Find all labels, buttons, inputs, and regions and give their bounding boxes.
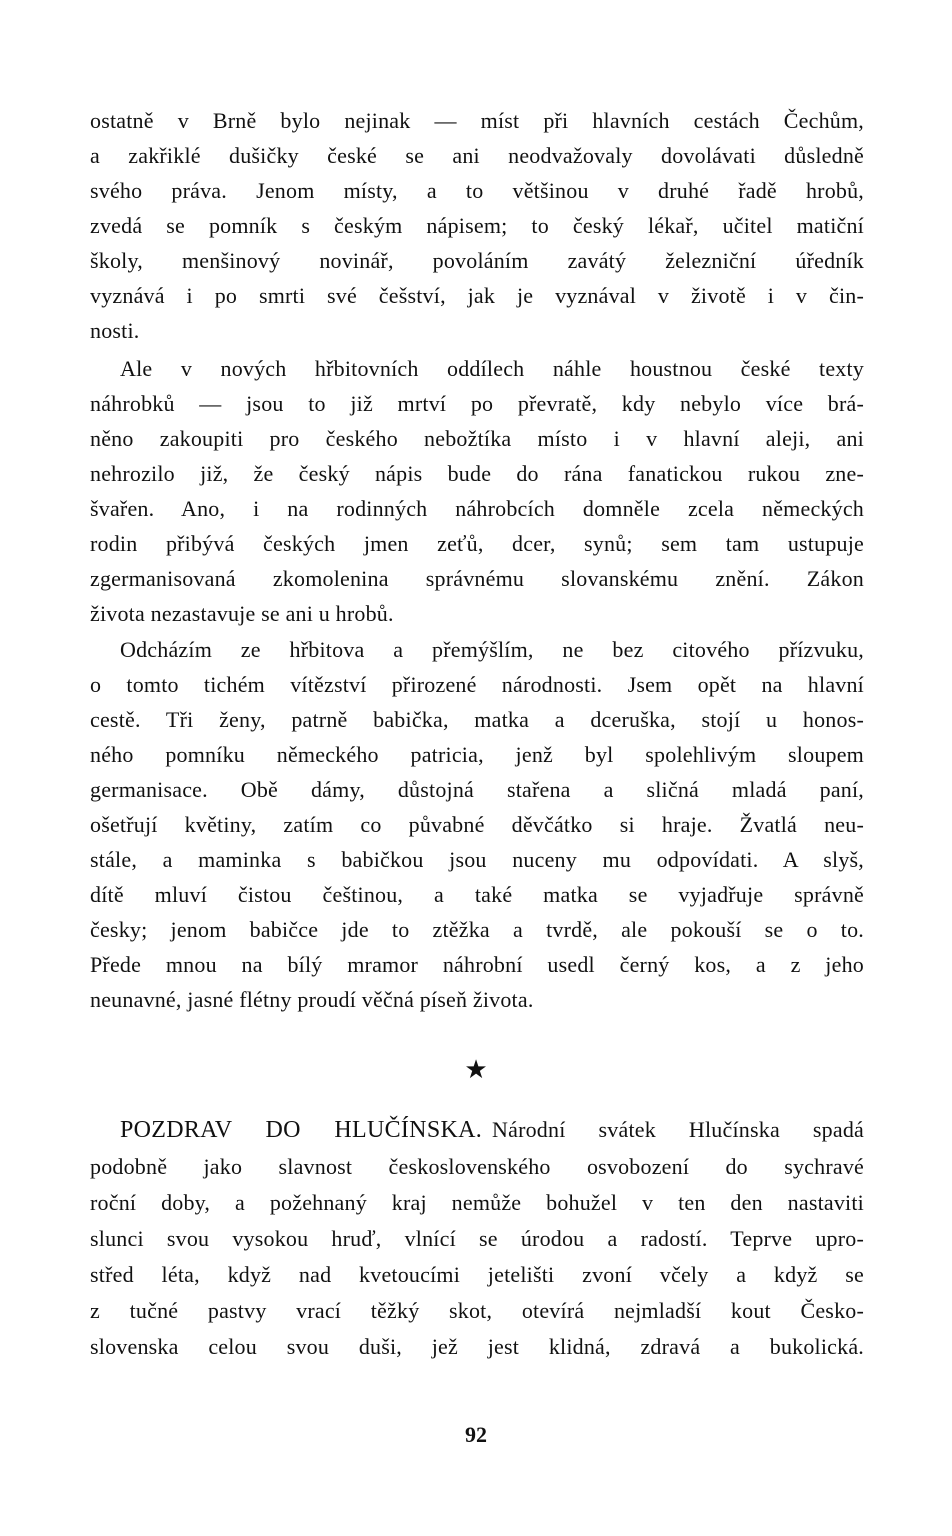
text-line: rodin přibývá českých jmen zeťů, dcer, synů; sem tam ustupuje — [90, 531, 864, 556]
text-line: cestě. Tři ženy, patrně babička, matka a dceruška, stojí u honos- — [90, 707, 864, 732]
text-line: střed léta, když nad kvetoucími jetelišti zvoní včely a když se — [90, 1262, 864, 1287]
text-line: vyznává i po smrti své češství, jak je vyznával v životě i v čin- — [90, 283, 864, 308]
text-line: zvedá se pomník s českým nápisem; to český lékař, učitel matiční — [90, 213, 864, 238]
text-line: o tomto tichém vítězství přirozené národnosti. Jsem opět na hlavní — [90, 672, 864, 697]
text-line: Přede mnou na bílý mramor náhrobní usedl černý kos, a z jeho — [90, 952, 864, 977]
text-line: z tučné pastvy vrací těžký skot, otevírá nejmladší kout Česko- — [90, 1298, 864, 1323]
text-line: slunci svou vysokou hruď, vlnící se úrodou a radostí. Teprve upro- — [90, 1226, 864, 1251]
text-line: česky; jenom babičce jde to ztěžka a tvrdě, ale pokouší se o to. — [90, 917, 864, 942]
text-line: života nezastavuje se ani u hrobů. — [90, 601, 394, 626]
text-line: ošetřují květiny, zatím co půvabné děvčátko si hraje. Žvatlá neu- — [90, 812, 864, 837]
text-line: zgermanisovaná zkomolenina správnému slovanskému znění. Zákon — [90, 566, 864, 591]
section-heading: POZDRAV DO HLUČÍNSKA. — [120, 1117, 483, 1143]
text-line: Odcházím ze hřbitova a přemýšlím, ne bez citového přízvuku, — [120, 637, 864, 662]
text-line: ostatně v Brně bylo nejinak — míst při hlavních cestách Čechům, — [90, 108, 864, 133]
text-span: Národní svátek Hlučínska spadá — [492, 1117, 864, 1142]
text-line: švařen. Ano, i na rodinných náhrobcích domněle zcela německých — [90, 496, 864, 521]
text-line: náhrobků — jsou to již mrtví po převratě, kdy nebylo více brá- — [90, 391, 864, 416]
text-line: neunavné, jasné flétny proudí věčná píseň života. — [90, 987, 534, 1012]
section-first-line — [120, 1113, 864, 1147]
text-line: stále, a maminka s babičkou jsou nuceny mu odpovídati. A slyš, — [90, 847, 864, 872]
text-line: svého práva. Jenom místy, a to většinou v druhé řadě hrobů, — [90, 178, 864, 203]
text-line: podobně jako slavnost československého osvobození do sychravé — [90, 1154, 864, 1179]
text-line: nehrozilo již, že český nápis bude do rána fanatickou rukou zne- — [90, 461, 864, 486]
text-line: slovenska celou svou duši, jež jest klidná, zdravá a bukolická. — [90, 1334, 864, 1359]
page-number: 92 — [465, 1422, 487, 1447]
text-line: roční doby, a požehnaný kraj nemůže bohužel v ten den nastaviti — [90, 1190, 864, 1215]
text-line: a zakřiklé dušičky české se ani neodvažovaly dovolávati důsledně — [90, 143, 864, 168]
text-line: Ale v nových hřbitovních oddílech náhle houstnou české texty — [120, 356, 864, 381]
text-line: ného pomníku německého patricia, jenž byl spolehlivým sloupem — [90, 742, 864, 767]
text-line: nosti. — [90, 318, 140, 343]
text-line: školy, menšinový novinář, povoláním zavátý železniční úředník — [90, 248, 864, 273]
text-line: germanisace. Obě dámy, důstojná stařena a sličná mladá paní, — [90, 777, 864, 802]
star-separator-icon: ★ — [464, 1055, 488, 1085]
text-line: dítě mluví čistou češtinou, a také matka se vyjadřuje správně — [90, 882, 864, 907]
text-line: něno zakoupiti pro českého nebožtíka místo i v hlavní aleji, ani — [90, 426, 864, 451]
